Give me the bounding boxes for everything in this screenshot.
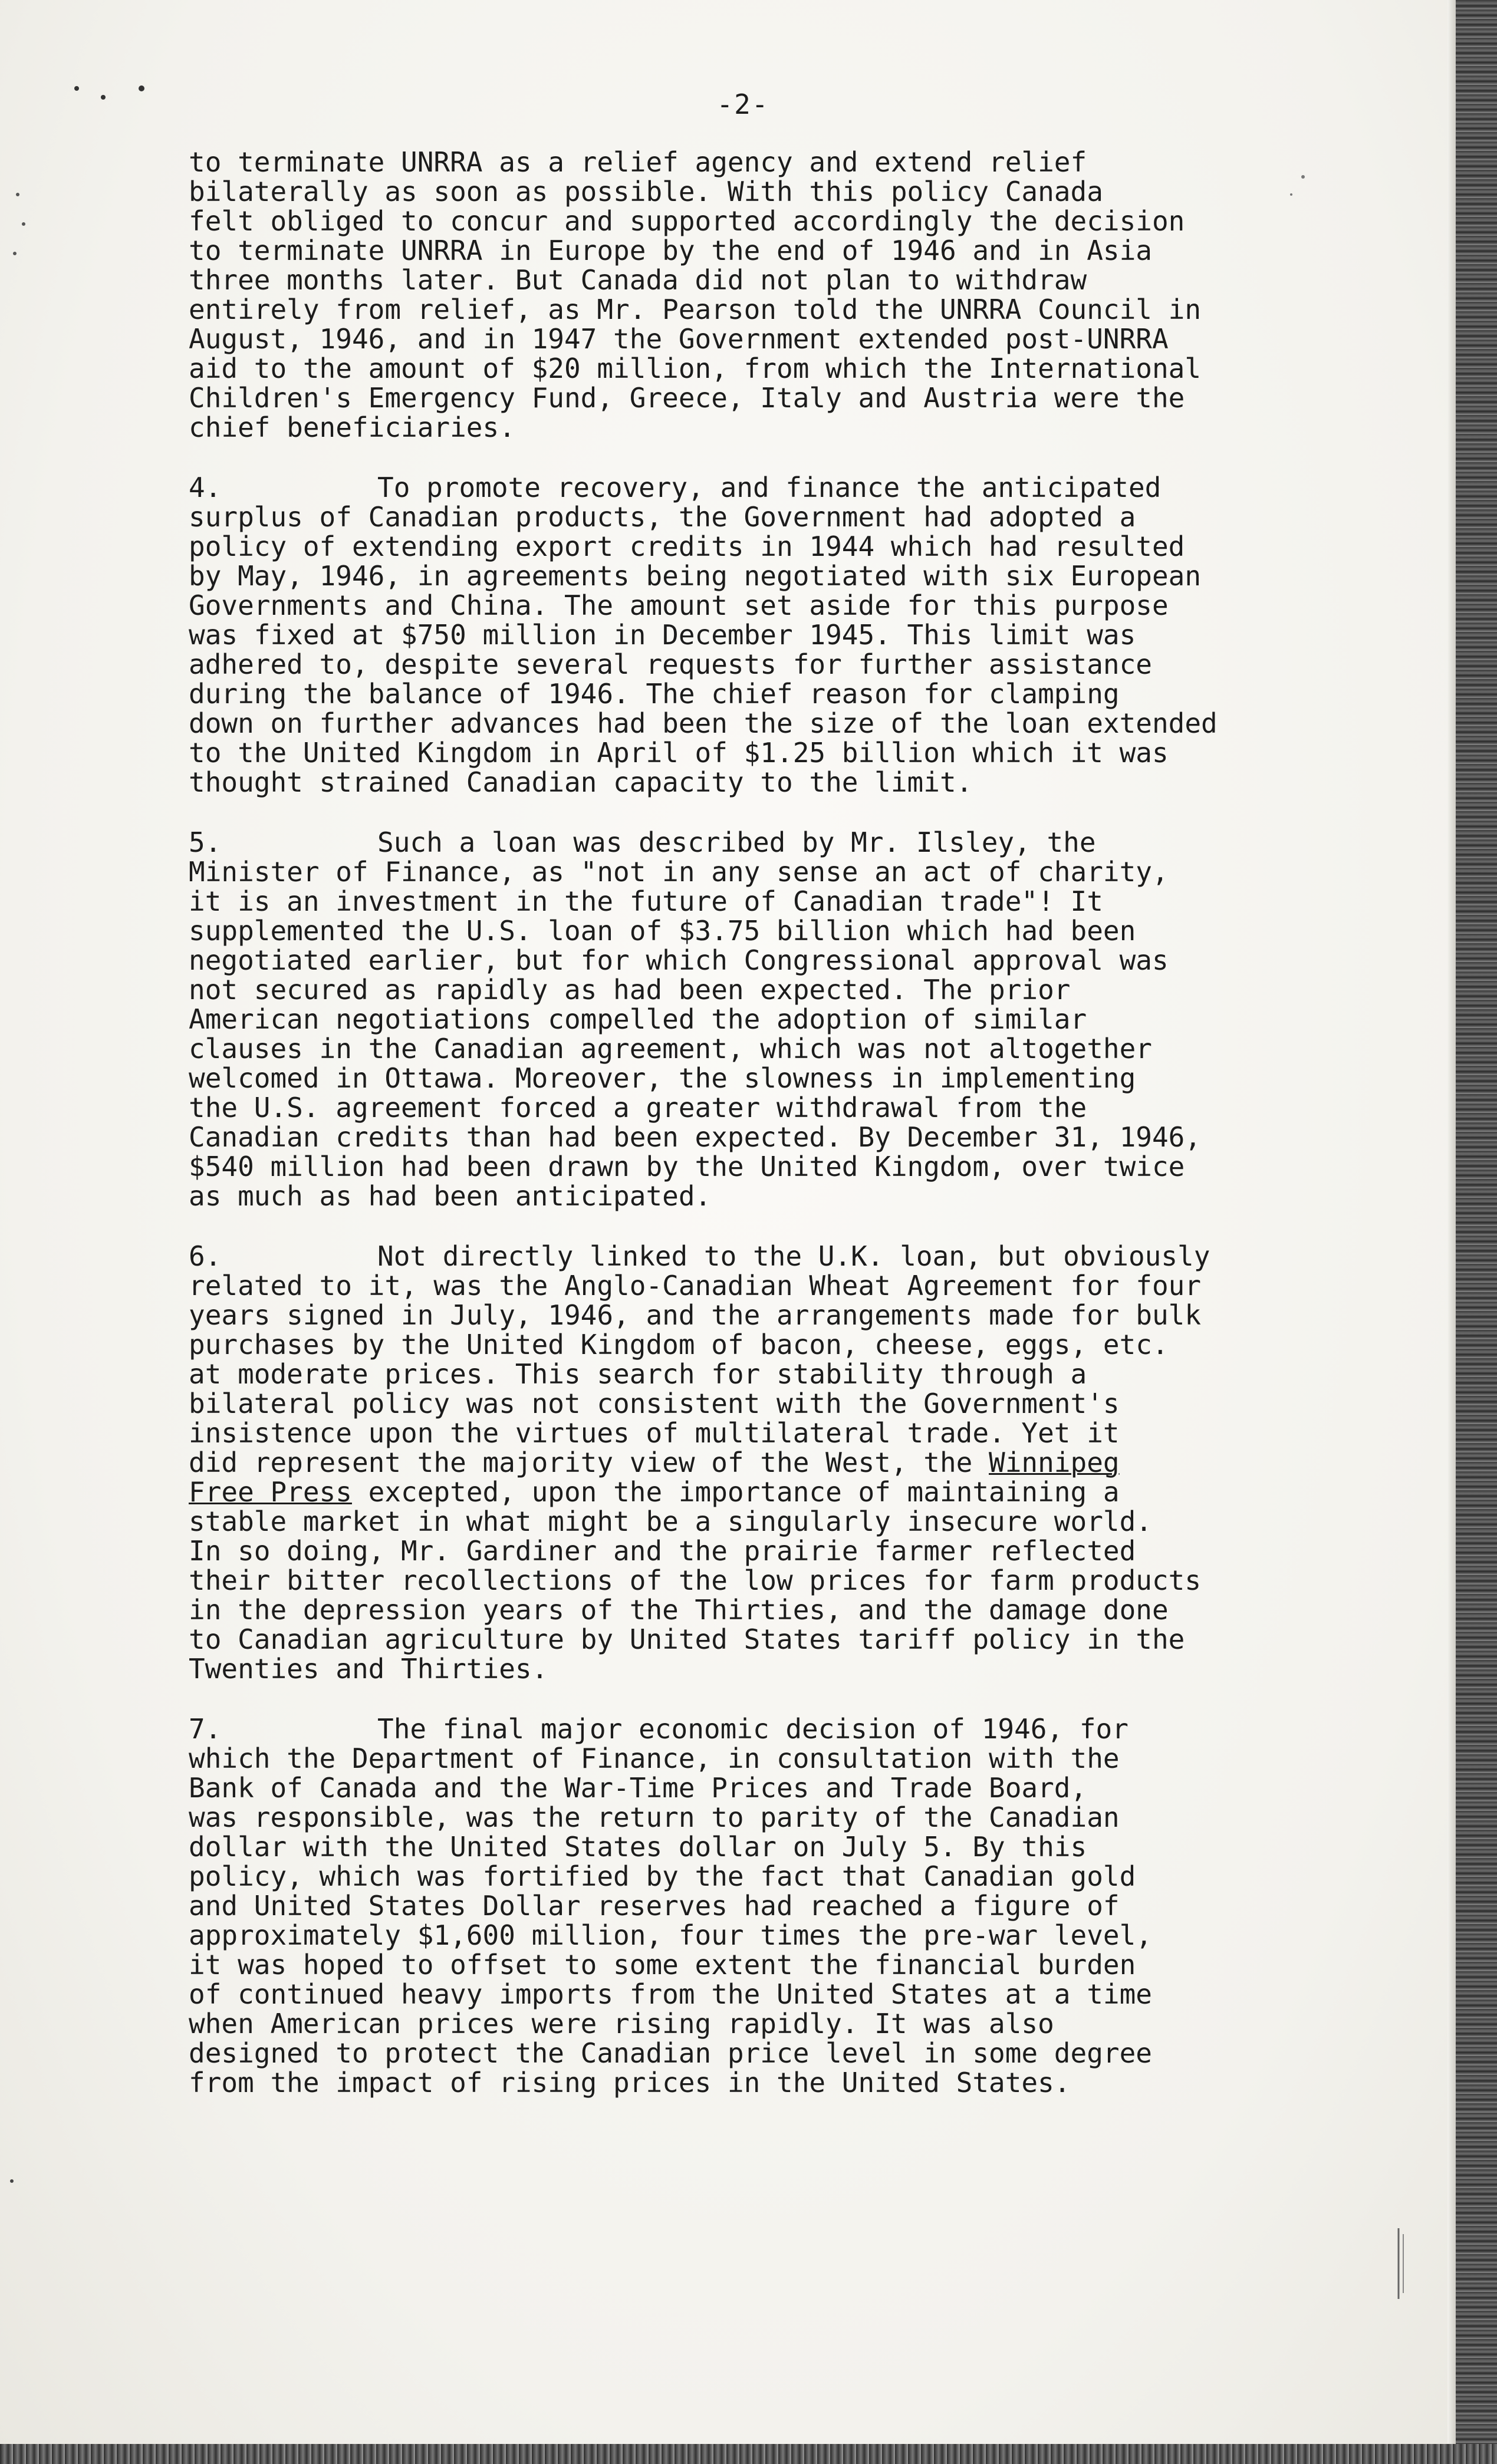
paragraph-text: To promote recovery, and finance the anticipated surplus of Canadian products, the Government had adopted a policy of extending export credits in 1944 which had resulted by May, 1946, in agreements being negotiated with six European Governments and China. The amount set aside for this purpose was fixed at $750 million in December 1945. This limit was adhered to, despite several requests for further assistance during the balance of 1946. The chief reason for clamping down on further advances had been the size of the loan extended to the United Kingdom in April of $1.25 billion which it was thought strained Canadian capacity to the limit. [189, 472, 1218, 798]
paragraph-4 [189, 473, 1309, 797]
paragraph-text: to terminate UNRRA as a relief agency and extend relief bilaterally as soon as possible. With this policy Canada felt obliged to concur and supported accordingly the decision to terminate UNRRA in Europe by the end of 1946 and in Asia three months later. But Canada did not plan to withdraw entirely from relief, as Mr. Pearson told the UNRRA Council in August, 1946, and in 1947 the Government extended post-UNRRA aid to the amount of $20 million, from which the International Children's Emergency Fund, Greece, Italy and Austria were the chief beneficiaries. [189, 146, 1202, 443]
paragraph-number: 6. [189, 1240, 222, 1272]
binding-strip [1456, 0, 1497, 2464]
paragraph-7 [189, 1714, 1309, 2097]
newspaper-title-part-1: Winnipeg [989, 1447, 1120, 1478]
paragraph-number: 5. [189, 826, 222, 858]
paragraph-6 [189, 1241, 1309, 1684]
paragraph-continuation [189, 147, 1309, 442]
document-body [189, 147, 1309, 2128]
paragraph-5 [189, 828, 1309, 1211]
paragraph-text: The final major economic decision of 1946, for which the Department of Finance, in consultation with the Bank of Canada and the War-Time Prices and Trade Board, was responsible, was the return to parity of the Canadian dollar with the United States dollar on July 5. By this policy, which was fortified by the fact that Canadian gold and United States Dollar reserves had reached a figure of approximately $1,600 million, four times the pre-war level, it was hoped to offset to some extent the financial burden of continued heavy imports from the United States at a time when American prices were rising rapidly. It was also designed to protect the Canadian price level in some degree from the impact of rising prices in the United States. [189, 1713, 1152, 2099]
paragraph-text-before: Not directly linked to the U.K. loan, but obviously related to it, was the Anglo-Canadian Wheat Agreement for four years signed in July, 1946, and the arrangements made for bulk purchases by the United Kingdom of bacon, cheese, eggs, etc. at moderate prices. This search for stability through a bilateral policy was not consistent with the Government's insistence upon the virtues of multilateral trade. Yet it did represent the majority view of the West, the [189, 1240, 1210, 1478]
paragraph-number: 7. [189, 1713, 222, 1745]
page-edge-shadow [1447, 0, 1456, 2464]
newspaper-title-part-2: Free Press [189, 1476, 352, 1508]
paragraph-text-after: excepted, upon the importance of maintaining a stable market in what might be a singularly insecure world. In so doing, Mr. Gardiner and the prairie farmer reflected their bitter recollections of the low prices for farm products in the depression years of the Thirties, and the damage done to Canadian agriculture by United States tariff policy in the Twenties and Thirties. [189, 1476, 1202, 1685]
paragraph-number: 4. [189, 472, 222, 503]
paragraph-text: Such a loan was described by Mr. Ilsley, the Minister of Finance, as "not in any sense an act of charity, it is an investment in the future of Canadian trade"! It supplemented the U.S. loan of $3.75 billion which had been negotiated earlier, but for which Congressional approval was not secured as rapidly as had been expected. The prior American negotiations compelled the adoption of similar clauses in the Canadian agreement, which was not altogether welcomed in Ottawa. Moreover, the slowness in implementing the U.S. agreement forced a greater withdrawal from the Canadian credits than had been expected. By December 31, 1946, $540 million had been drawn by the United Kingdom, over twice as much as had been anticipated. [189, 826, 1202, 1212]
page-number: -2- [716, 88, 769, 120]
bottom-scan-strip [0, 2444, 1497, 2464]
